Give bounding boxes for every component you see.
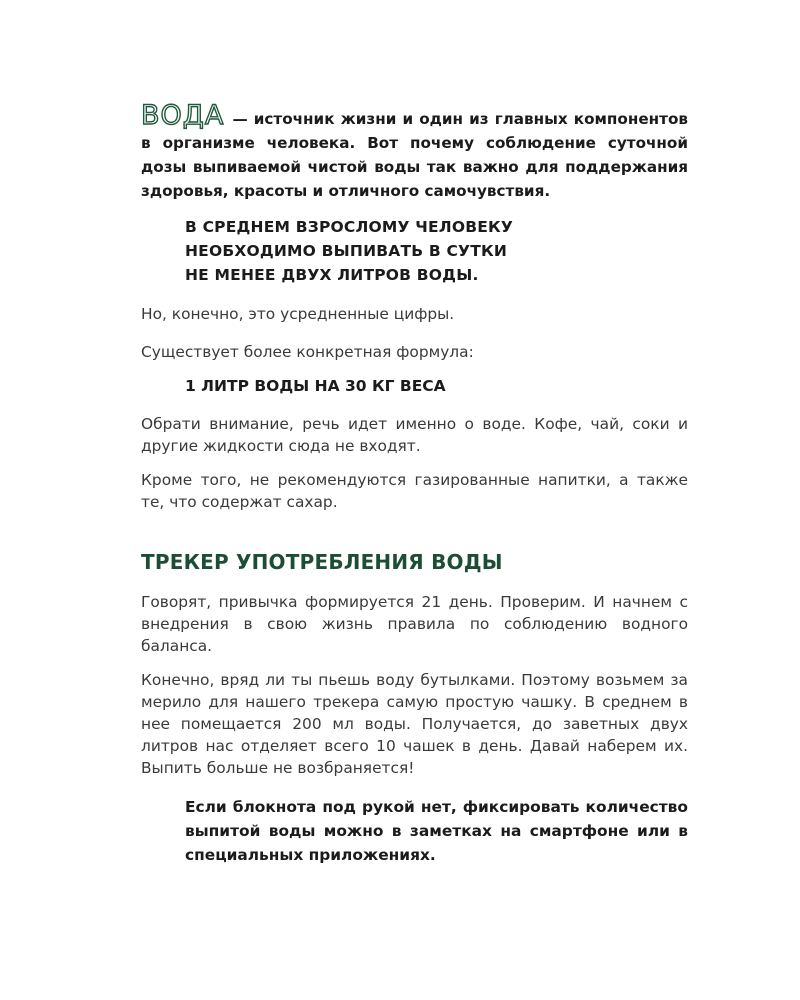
callout-line: НЕ МЕНЕЕ ДВУХ ЛИТРОВ ВОДЫ.	[185, 266, 479, 284]
paragraph-habit: Говорят, привычка формируется 21 день. Проверим. И начнем с внедрения в свою жизнь правила по соблюдению водного баланса.	[141, 593, 688, 655]
intro-paragraph	[141, 100, 688, 203]
formula-callout: 1 ЛИТР ВОДЫ НА 30 КГ ВЕСА	[185, 377, 446, 395]
key-callout	[185, 215, 688, 287]
paragraph-water-only: Обрати внимание, речь идет именно о воде. Кофе, чай, соки и другие жидкости сюда не входят.	[141, 415, 688, 455]
paragraph-averages: Но, конечно, это усредненные цифры.	[141, 305, 455, 323]
page-content	[141, 100, 688, 867]
section-title-tracker: ТРЕКЕР УПОТРЕБЛЕНИЯ ВОДЫ	[141, 550, 503, 574]
paragraph-no-soda: Кроме того, не рекомендуются газированные напитки, а также те, что содержат сахар.	[141, 471, 688, 511]
intro-text: — источник жизни и один из главных компонентов в организме человека. Вот почему соблюдение суточной дозы выпиваемой чистой воды так важно для поддержания здоровья, красоты и отличного самочувствия.	[141, 110, 688, 200]
paragraph-cups: Конечно, вряд ли ты пьешь воду бутылками. Поэтому возьмем за мерило для нашего трекера самую простую чашку. В среднем в нее помещается 200 мл воды. Получается, до заветных двух литров нас отделяет всего 10 чашек в день. Давай наберем их. Выпить больше не возбраняется!	[141, 671, 688, 777]
callout-line: НЕОБХОДИМО ВЫПИВАТЬ В СУТКИ	[185, 242, 508, 260]
paragraph-formula-intro: Существует более конкретная формула:	[141, 343, 474, 361]
note-callout: Если блокнота под рукой нет, фиксировать количество выпитой воды можно в заметках на смартфоне или в специальных приложениях.	[185, 798, 688, 864]
intro-drop-word: ВОДА	[141, 100, 225, 131]
callout-line: В СРЕДНЕМ ВЗРОСЛОМУ ЧЕЛОВЕКУ	[185, 218, 514, 236]
